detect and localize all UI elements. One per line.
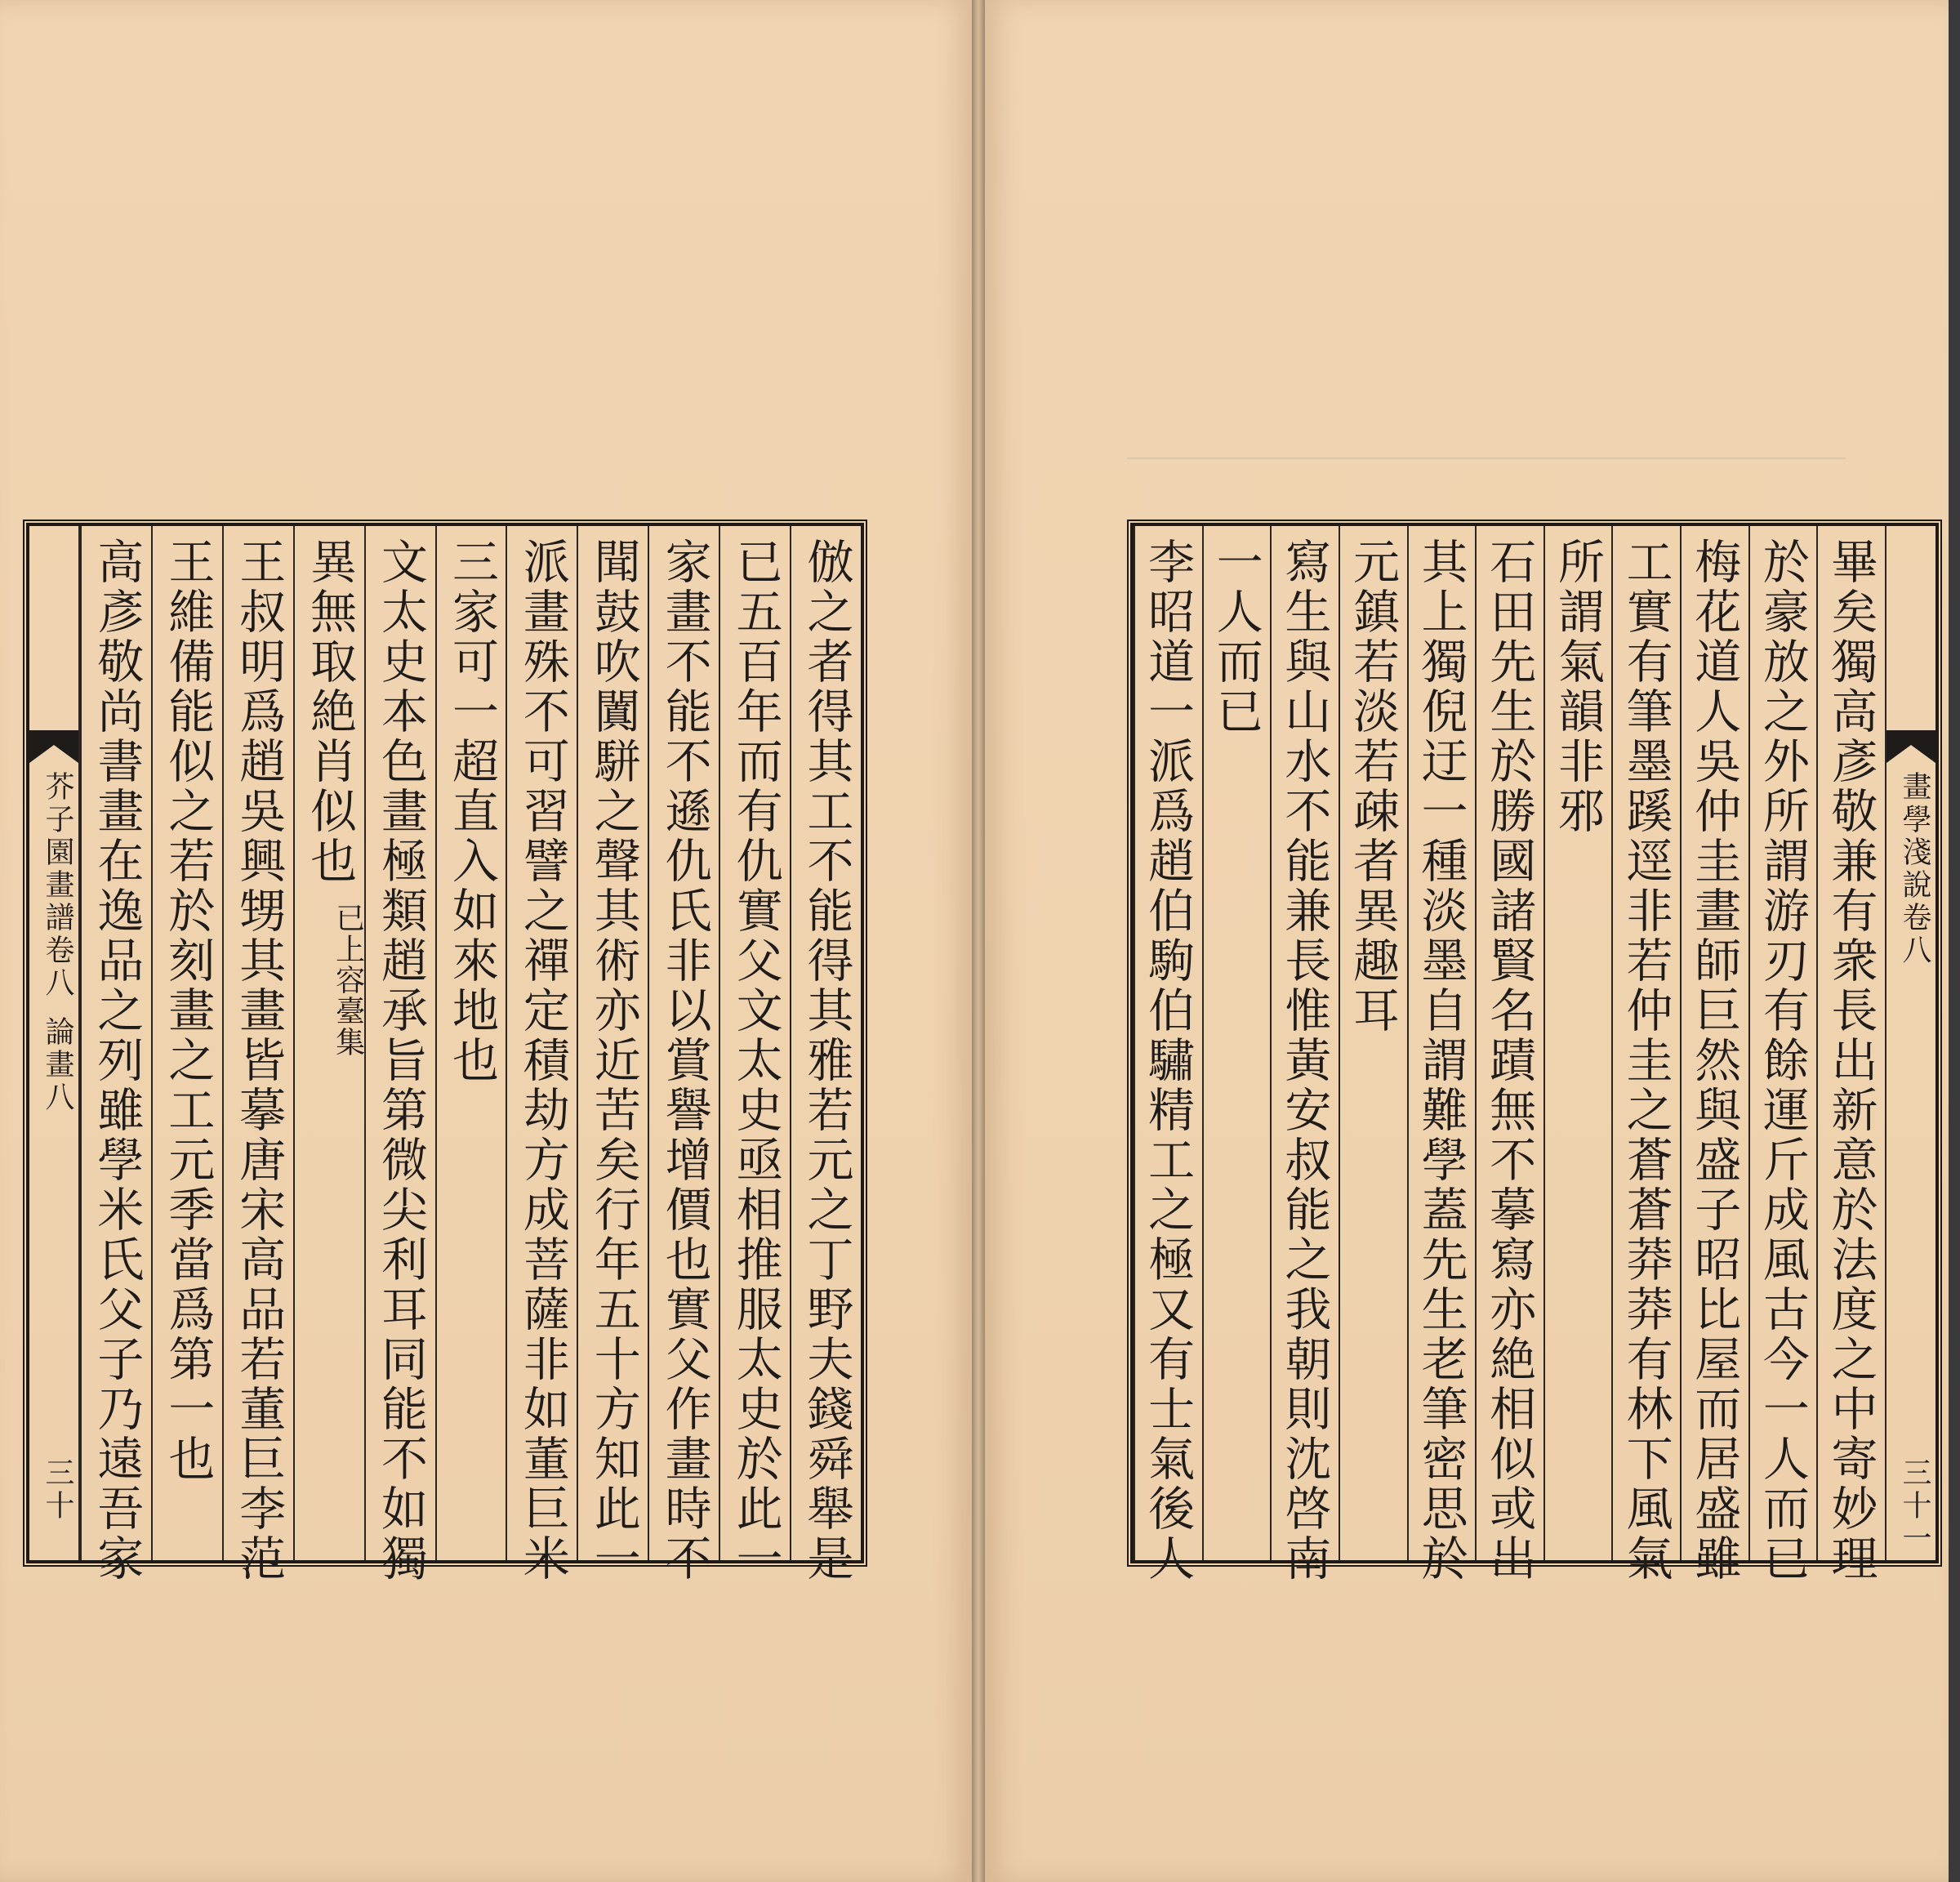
text-column: [1202, 526, 1271, 1560]
spine-column: [1885, 526, 1936, 1560]
column-text: 畢矣獨高彥敬兼有衆長出新意於法度之中寄妙理: [1823, 537, 1878, 1584]
column-text: 王維備能似之若於刻畫之工元季當爲第一也: [160, 537, 215, 1484]
text-column: [364, 526, 435, 1584]
column-text: 聞鼓吹闐駢之聲其術亦近苦矣行年五十方知此一: [586, 537, 641, 1584]
column-text: 派畫殊不可習譬之禪定積劫方成菩薩非如董巨米: [515, 537, 570, 1584]
column-text: 工實有筆墨蹊逕非若仲圭之蒼蒼莽莽有林下風氣: [1619, 537, 1673, 1584]
text-column: [790, 526, 861, 1584]
text-column: [648, 526, 719, 1584]
text-column: [1270, 526, 1339, 1584]
text-column: [1748, 526, 1817, 1584]
column-text: 高彥敬尚書畫在逸品之列雖學米氏父子乃遠吾家: [89, 537, 144, 1584]
column-text: 元鎮若淡若疎者異趣耳: [1345, 537, 1400, 1036]
text-column: [719, 526, 790, 1584]
column-text: 王叔明爲趙吳興甥其畫皆摹唐宋高品若董巨李范: [231, 537, 286, 1584]
text-column: [80, 526, 151, 1584]
column-text: 一人而已: [1209, 537, 1263, 737]
fish-tail-mark: [1886, 730, 1936, 763]
text-column: [506, 526, 577, 1584]
spine-folio: 三十一: [1898, 1457, 1931, 1555]
text-column: [435, 526, 506, 1560]
text-column: [1544, 526, 1612, 1560]
column-text: 於豪放之外所謂游刃有餘運斤成風古今一人而已: [1755, 537, 1810, 1584]
column-text: 石田先生於勝國諸賢名蹟無不摹寫亦絶相似或出: [1481, 537, 1536, 1584]
text-column: [222, 526, 293, 1584]
column-text: 三家可一超直入如來地也: [444, 537, 499, 1086]
column-annotation: 已上容臺集: [331, 903, 365, 1058]
spine-title: 畫學淺說卷八: [1898, 771, 1931, 967]
fish-tail-mark: [29, 730, 78, 763]
spine-folio: 三十: [41, 1457, 74, 1523]
text-column: [1134, 526, 1202, 1584]
spine-section: 論畫八: [41, 1016, 74, 1114]
text-column: [1475, 526, 1544, 1584]
text-column: [1339, 526, 1407, 1560]
text-column: [151, 526, 222, 1560]
text-column: [1816, 526, 1885, 1584]
column-text: 梅花道人吳仲圭畫師巨然與盛子昭比屋而居盛雖: [1686, 537, 1741, 1584]
column-text: 所謂氣韻非邪: [1550, 537, 1605, 836]
book-gutter: [972, 0, 985, 1882]
spine-column: [29, 526, 80, 1560]
text-column: [577, 526, 648, 1584]
column-text: 異無取絶肖似也: [302, 537, 357, 886]
right-text-frame: [1130, 523, 1939, 1584]
left-text-frame: [26, 523, 864, 1584]
column-text: 文太史本色畫極類趙承旨第微尖利耳同能不如獨: [373, 537, 428, 1584]
column-text: 已五百年而有仇實父文太史亟相推服太史於此一: [728, 537, 783, 1584]
text-column: [1407, 526, 1476, 1584]
column-text: 家畫不能不遜仇氏非以賞譽增價也實父作畫時不: [657, 537, 712, 1584]
column-text: 李昭道一派爲趙伯駒伯驌精工之極又有士氣後人: [1140, 537, 1195, 1584]
column-text: 倣之者得其工不能得其雅若元之丁野夫錢舜舉是: [799, 537, 853, 1584]
text-column: [293, 526, 364, 1560]
column-text: 其上獨倪迂一種淡墨自謂難學蓋先生老筆密思於: [1414, 537, 1468, 1584]
page-edge: [1949, 0, 1960, 1882]
spine-title: 芥子園畫譜卷八: [41, 771, 74, 1000]
text-column: [1680, 526, 1748, 1584]
text-column: [1611, 526, 1680, 1584]
bleed-through: [1127, 457, 1846, 524]
column-text: 寫生與山水不能兼長惟黃安叔能之我朝則沈啓南: [1276, 537, 1331, 1584]
